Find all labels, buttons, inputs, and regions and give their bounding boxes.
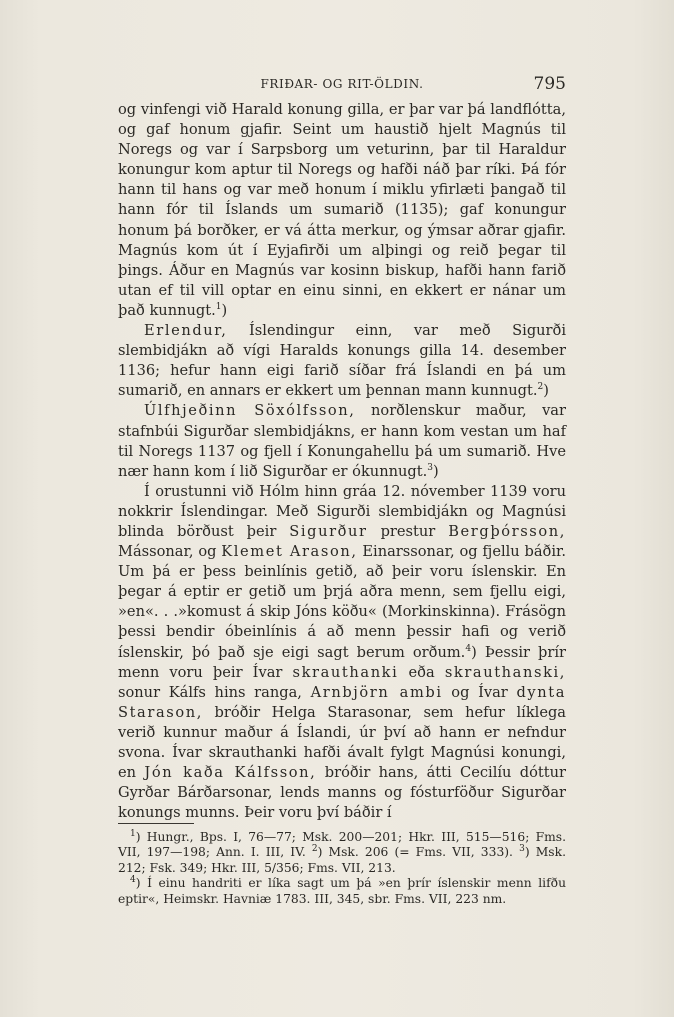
footnote-mark: 2	[311, 844, 318, 855]
paragraph-holm-battle	[118, 482, 566, 824]
paragraph-text: bróðir hans, átti Cecilíu dóttur Gyrðar Bárðarsonar, lends manns og fósturföður Sigurðar konungs munns. Þeir voru því báðir í	[118, 764, 566, 822]
footnote-4	[118, 876, 566, 907]
paragraph-text: Þessir þrír menn voru þeir Ívar	[118, 643, 566, 681]
person-name: Úlfhjeðinn Söxólfsson,	[144, 402, 356, 420]
person-name: skrauthanki	[292, 663, 399, 681]
person-name: Jón kaða Kálfsson,	[144, 764, 317, 782]
person-name: dynta Starason,	[118, 683, 567, 721]
footnote-mark: 1	[130, 828, 136, 839]
paragraph-text: og vinfengi við Harald konung gilla, er þar var þá landflótta, og gaf honum gjafir. Seint um haustið hjelt Magnús til Noregs og var í Sarpsborg um veturinn, þar til Haraldur konungur kom aptur til Noregs og hafði náð þar ríki. Þá fór hann til hans og var með honum í miklu yfirlæti þangað til hann fór til Íslands um sumarið (1135); gaf konungur honum þá borðker, er vá átta merkur, og ýmsar aðrar gjafir. Magnús kom út í Eyjafirði um alþingi og reið þegar til þings. Áður en Magnús var kosinn biskup, hafði hann farið utan ef til vill optar en einu sinni, en ekkert er nánar um það kunnugt.	[118, 101, 566, 319]
person-name: Bergþórsson,	[448, 522, 567, 540]
footnote-text: ) Msk. 212; Fsk. 349; Hkr. III, 5/356; Fms. VII, 213.	[118, 845, 566, 875]
footnote-ref-paren: )	[432, 462, 439, 480]
page-number: 795	[533, 74, 566, 94]
person-name: skrauthanski,	[444, 663, 567, 681]
footnote-ref: 2	[537, 382, 544, 393]
footnote-ref-paren: )	[471, 643, 477, 661]
footnote-text: ) Í einu handriti er líka sagt um þá »en þrír íslenskir menn lifðu eptir«, Heimskr. Havniæ 1783. III, 345, sbr. Fms. VII, 223 nm.	[118, 876, 566, 906]
paragraph-text: sonur Kálfs hins ranga,	[118, 683, 302, 701]
page-header	[118, 74, 566, 96]
footnote-ref: 4	[465, 643, 472, 654]
footnote-1	[118, 830, 566, 876]
footnote-text: ) Hungr., Bps. I, 76—77; Msk. 200—201; Hkr. III, 515—516; Fms. VII, 197—198; Ann. I. III, IV.	[118, 830, 566, 860]
person-name: Sigurður	[289, 522, 368, 540]
paragraph-ulfhjedinn	[118, 401, 566, 481]
running-title: FRIÐAR- OG RIT-ÖLDIN.	[260, 77, 424, 91]
footnote-mark: 3	[519, 844, 525, 855]
person-name: Klemet Arason,	[221, 543, 358, 561]
paragraph-magnus	[118, 100, 566, 321]
paragraph-text: Íslendingur einn, var með Sigurði slembidjákn að vígi Haralds konungs gilla 14. desember 1136; hefur hann eigi farið síðar frá Íslandi en þá um sumarið, en annars er ekkert um þennan mann kunnugt.	[118, 322, 566, 400]
footnotes	[118, 830, 566, 907]
footnote-mark: 4	[130, 875, 136, 886]
paragraph-text: Einarssonar, og fjellu báðir. Um þá er þess beinlínis getið, að þeir voru íslenskir. En þegar á eptir er getið um þrjá aðra menn, sem fjellu eigi, »en«. . .»komust á skip Jóns köðu« (Morkinskinna). Frásögn þessi bendir óbeinlínis á að menn þessir hafi og verið íslenskir, þó það sje eigi sagt berum orðum.	[118, 543, 567, 661]
person-name: Erlendur,	[144, 322, 228, 340]
footnote-ref: 3	[427, 462, 433, 473]
paragraph-text: bróðir Helga Starasonar, sem hefur líklega verið kunnur maður á Íslandi, úr því að hann er nefndur svona. Ívar skrauthanki hafði ávalt fylgt Magnúsi konungi, en	[118, 703, 567, 782]
paragraph-text: norðlenskur maður, var stafnbúi Sigurðar slembidjákns, er hann kom vestan um haf til Noregs 1137 og fjell í Konungahellu þá um sumarið. Hve nær hann kom í lið Sigurðar er ókunnugt.	[118, 402, 566, 480]
footnote-ref-paren: )	[221, 301, 228, 319]
paragraph-erlendur	[118, 321, 566, 401]
paragraph-text: prestur	[380, 522, 436, 540]
paragraph-text: eða	[408, 663, 435, 681]
main-text	[118, 100, 566, 823]
footnote-rule	[118, 823, 194, 824]
footnote-text: ) Msk. 206 (= Fms. VII, 333).	[317, 845, 513, 860]
paragraph-text: Í orustunni við Hólm hinn gráa 12. nóvember 1139 voru nokkrir Íslendingar. Með Sigurði slembidjákn og Magnúsi blinda börðust þeir	[118, 482, 566, 540]
paragraph-text: og Ívar	[451, 683, 508, 701]
footnote-ref-paren: )	[543, 382, 549, 400]
paragraph-text: Mássonar, og	[118, 543, 217, 561]
person-name: Arnbjörn ambi	[310, 683, 443, 701]
footnote-ref: 1	[215, 302, 222, 313]
